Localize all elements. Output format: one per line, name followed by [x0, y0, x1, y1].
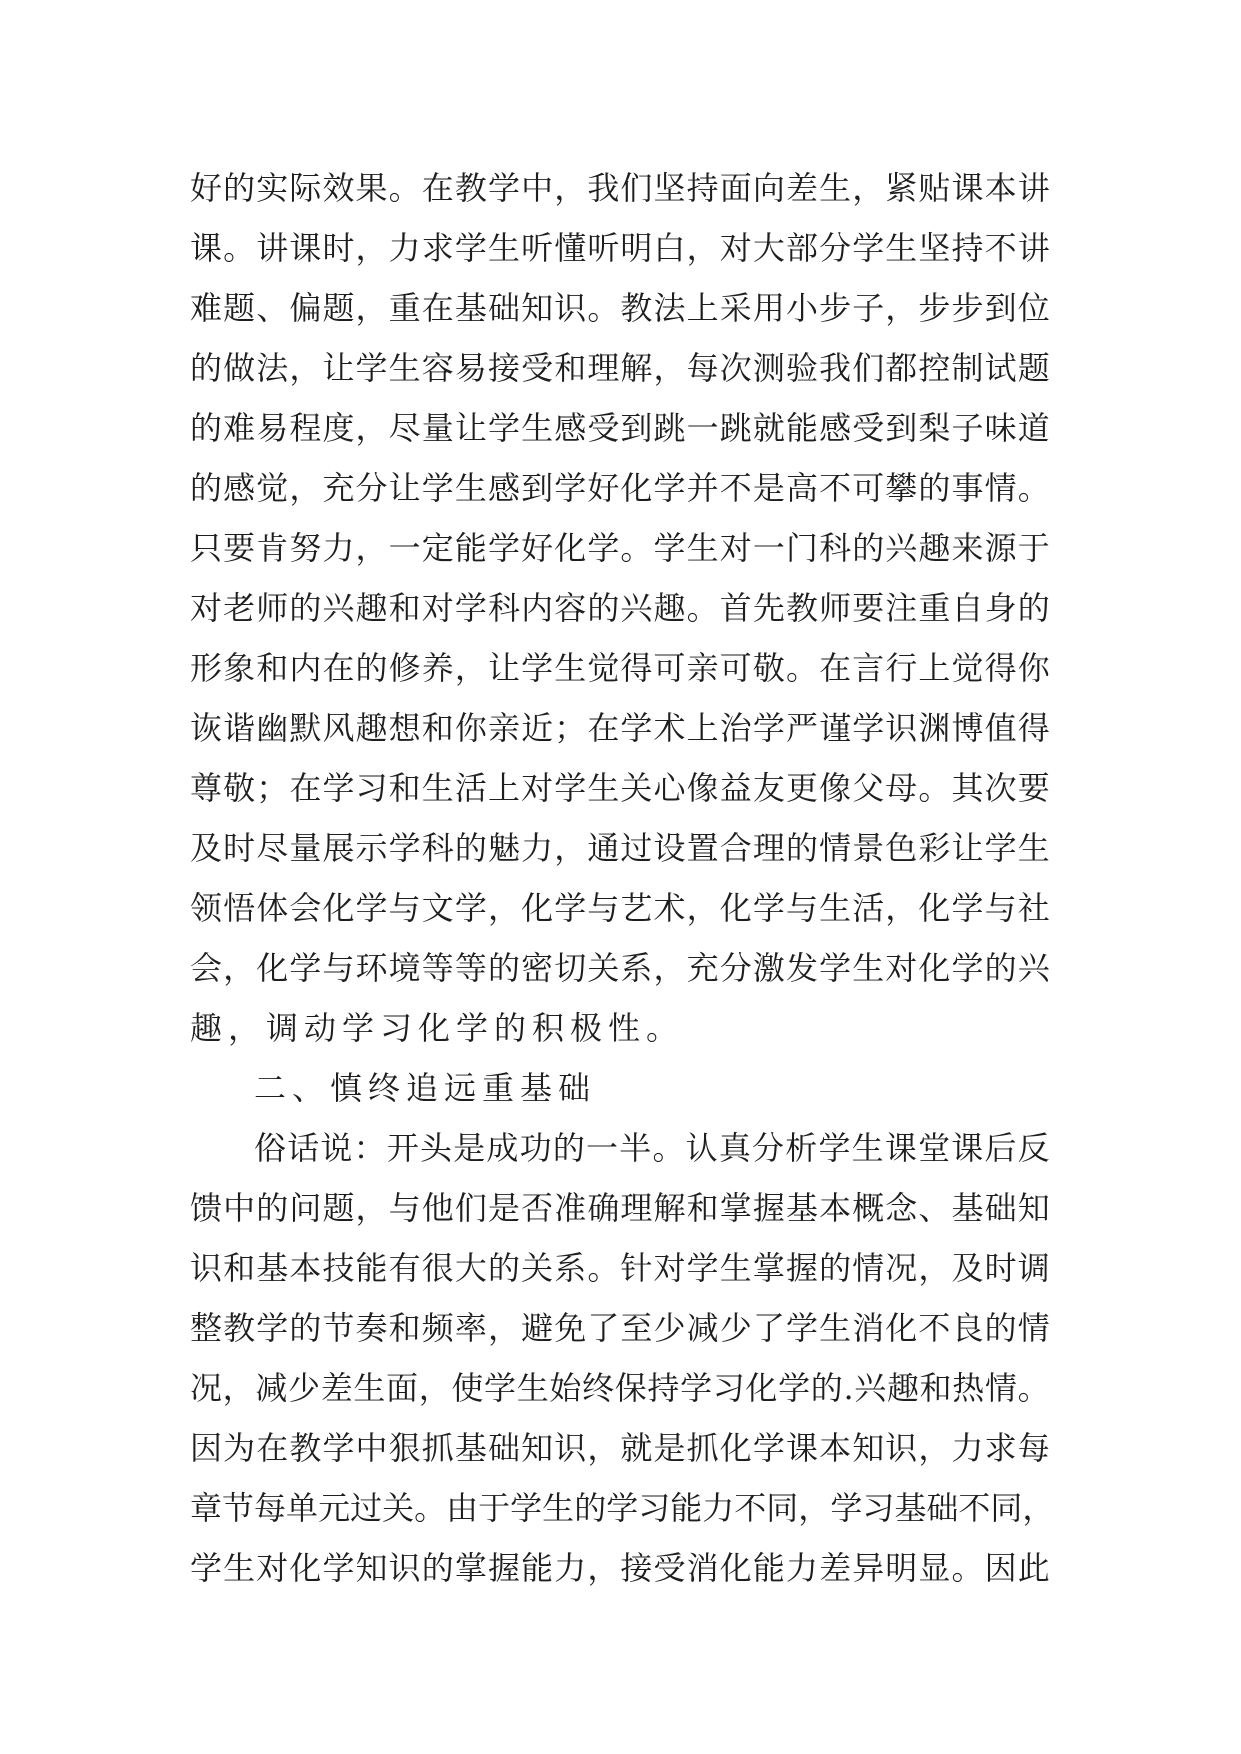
body-line: 好 的 实 际 效 果 。 在 教 学 中 ， 我 们 坚 持 面 向 差 生 ， 紧 贴 课 本 讲 [190, 169, 1050, 207]
document-body [190, 158, 1055, 1598]
body-line: 课 。 讲 课 时 ， 力 求 学 生 听 懂 听 明 白 ， 对 大 部 分 学 生 坚 持 不 讲 [190, 229, 1050, 267]
paragraph-first-line: 俗 话 说 ： 开 头 是 成 功 的 一 半 。 认 真 分 析 学 生 课 堂 课 后 反 [254, 1129, 1050, 1167]
section-heading: 二、慎终追远重基础 [254, 1069, 597, 1107]
body-line: 的 难 易 程 度 ， 尽 量 让 学 生 感 受 到 跳 一 跳 就 能 感 受 到 梨 子 味 道 [190, 409, 1050, 447]
body-line: 学 生 对 化 学 知 识 的 掌 握 能 力 ， 接 受 消 化 能 力 差 异 明 显 。 因 此 [190, 1549, 1050, 1587]
body-line: 况 ， 减 少 差 生 面 ， 使 学 生 始 终 保 持 学 习 化 学 的 . 兴 趣 和 热 情 。 [190, 1369, 1050, 1407]
body-line: 尊 敬 ； 在 学 习 和 生 活 上 对 学 生 关 心 像 益 友 更 像 父 母 。 其 次 要 [190, 769, 1050, 807]
body-line: 诙 谐 幽 默 风 趣 想 和 你 亲 近 ； 在 学 术 上 治 学 严 谨 学 识 渊 博 值 得 [190, 709, 1050, 747]
body-line: 识 和 基 本 技 能 有 很 大 的 关 系 。 针 对 学 生 掌 握 的 情 况 ， 及 时 调 [190, 1249, 1050, 1287]
body-line: 只 要 肯 努 力 ， 一 定 能 学 好 化 学 。 学 生 对 一 门 科 的 兴 趣 来 源 于 [190, 529, 1050, 567]
body-line: 章 节 每 单 元 过 关 。 由 于 学 生 的 学 习 能 力 不 同 ， 学 习 基 础 不 同 ， [190, 1489, 1055, 1527]
body-line: 对 老 师 的 兴 趣 和 对 学 科 内 容 的 兴 趣 。 首 先 教 师 要 注 重 自 身 的 [190, 589, 1050, 627]
paragraph-end-line: 趣，调动学习化学的积极性。 [190, 1009, 685, 1047]
body-line: 馈 中 的 问 题 ， 与 他 们 是 否 准 确 理 解 和 掌 握 基 本 概 念 、 基 础 知 [190, 1189, 1050, 1227]
body-line: 难 题 、 偏 题 ， 重 在 基 础 知 识 。 教 法 上 采 用 小 步 子 ， 步 步 到 位 [190, 289, 1050, 327]
body-line: 因 为 在 教 学 中 狠 抓 基 础 知 识 ， 就 是 抓 化 学 课 本 知 识 ， 力 求 每 [190, 1429, 1050, 1467]
body-line: 会 ， 化 学 与 环 境 等 等 的 密 切 关 系 ， 充 分 激 发 学 生 对 化 学 的 兴 [190, 949, 1050, 987]
body-line: 的 做 法 ， 让 学 生 容 易 接 受 和 理 解 ， 每 次 测 验 我 们 都 控 制 试 题 [190, 349, 1050, 387]
body-line: 领 悟 体 会 化 学 与 文 学 ， 化 学 与 艺 术 ， 化 学 与 生 活 ， 化 学 与 社 [190, 889, 1050, 927]
body-line: 整 教 学 的 节 奏 和 频 率 ， 避 免 了 至 少 减 少 了 学 生 消 化 不 良 的 情 [190, 1309, 1050, 1347]
body-line: 形 象 和 内 在 的 修 养 ， 让 学 生 觉 得 可 亲 可 敬 。 在 言 行 上 觉 得 你 [190, 649, 1050, 687]
body-line: 及 时 尽 量 展 示 学 科 的 魅 力 ， 通 过 设 置 合 理 的 情 景 色 彩 让 学 生 [190, 829, 1050, 867]
body-line: 的 感 觉 ， 充 分 让 学 生 感 到 学 好 化 学 并 不 是 高 不 可 攀 的 事 情 。 [190, 469, 1050, 507]
